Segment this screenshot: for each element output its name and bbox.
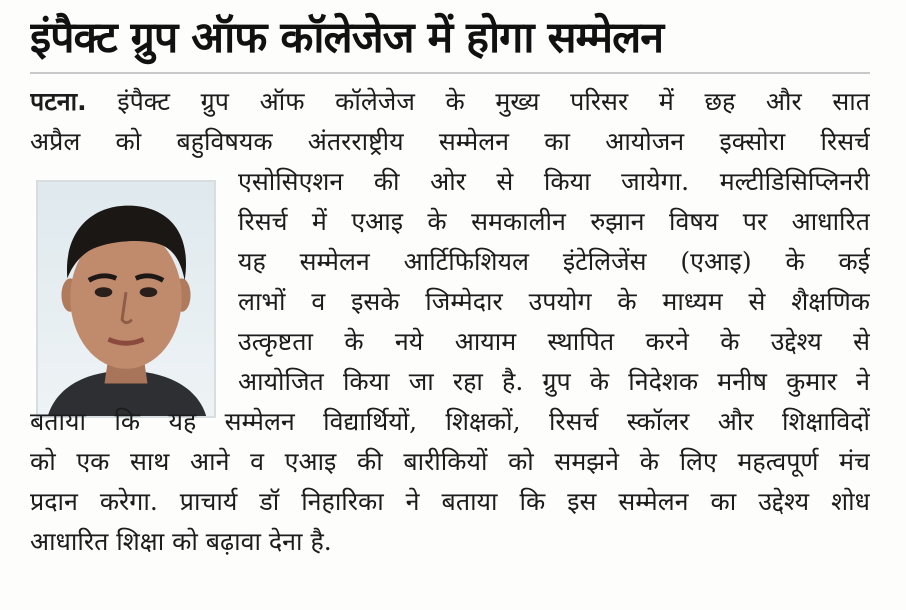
- body-line-4: रिसर्च में एआइ के समकालीन रुझान विषय पर आधारित: [238, 207, 870, 236]
- body-line-9: बताया कि यह सम्मेलन विद्यार्थियों, शिक्षकों, रिसर्च स्कॉलर और शिक्षाविदों: [30, 407, 870, 436]
- body-line-6: लाभों व इसके जिम्मेदार उपयोग के माध्यम से शैक्षणिक: [238, 287, 870, 316]
- body-line-12: आधारित शिक्षा को बढ़ावा देना है.: [30, 527, 332, 556]
- body-line-10: को एक साथ आने व एआइ की बारीकियों को समझने के लिए महत्वपूर्ण मंच: [30, 447, 870, 476]
- dateline: पटना.: [30, 87, 87, 116]
- body-line-2: अप्रैल को बहुविषयक अंतरराष्ट्रीय सम्मेलन का आयोजन इक्सोरा रिसर्च: [30, 127, 870, 156]
- body-line-3: एसोसिएशन की ओर से किया जायेगा. मल्टीडिसिप्लिनरी: [238, 167, 870, 196]
- body-line-1: [30, 82, 870, 122]
- body-line-8: आयोजित किया जा रहा है. ग्रुप के निदेशक मनीष कुमार ने: [238, 367, 870, 396]
- headline: इंपैक्ट ग्रुप ऑफ कॉलेजेज में होगा सम्मेलन: [30, 13, 664, 63]
- body-line-7: उत्कृष्टता के नये आयाम स्थापित करने के उद्देश्य से: [238, 327, 870, 356]
- body-line-11: प्रदान करेगा. प्राचार्य डॉ निहारिका ने बताया कि इस सम्मेलन का उद्देश्य शोध: [30, 487, 870, 516]
- portrait-image: [38, 182, 214, 416]
- headline-divider: [30, 72, 870, 74]
- person-photo: [36, 180, 216, 418]
- body-text: इंपैक्ट ग्रुप ऑफ कॉलेजेज के मुख्य परिसर में छह और सात: [86, 87, 870, 116]
- body-line-5: यह सम्मेलन आर्टिफिशियल इंटेलिजेंस (एआइ) के कई: [238, 247, 870, 276]
